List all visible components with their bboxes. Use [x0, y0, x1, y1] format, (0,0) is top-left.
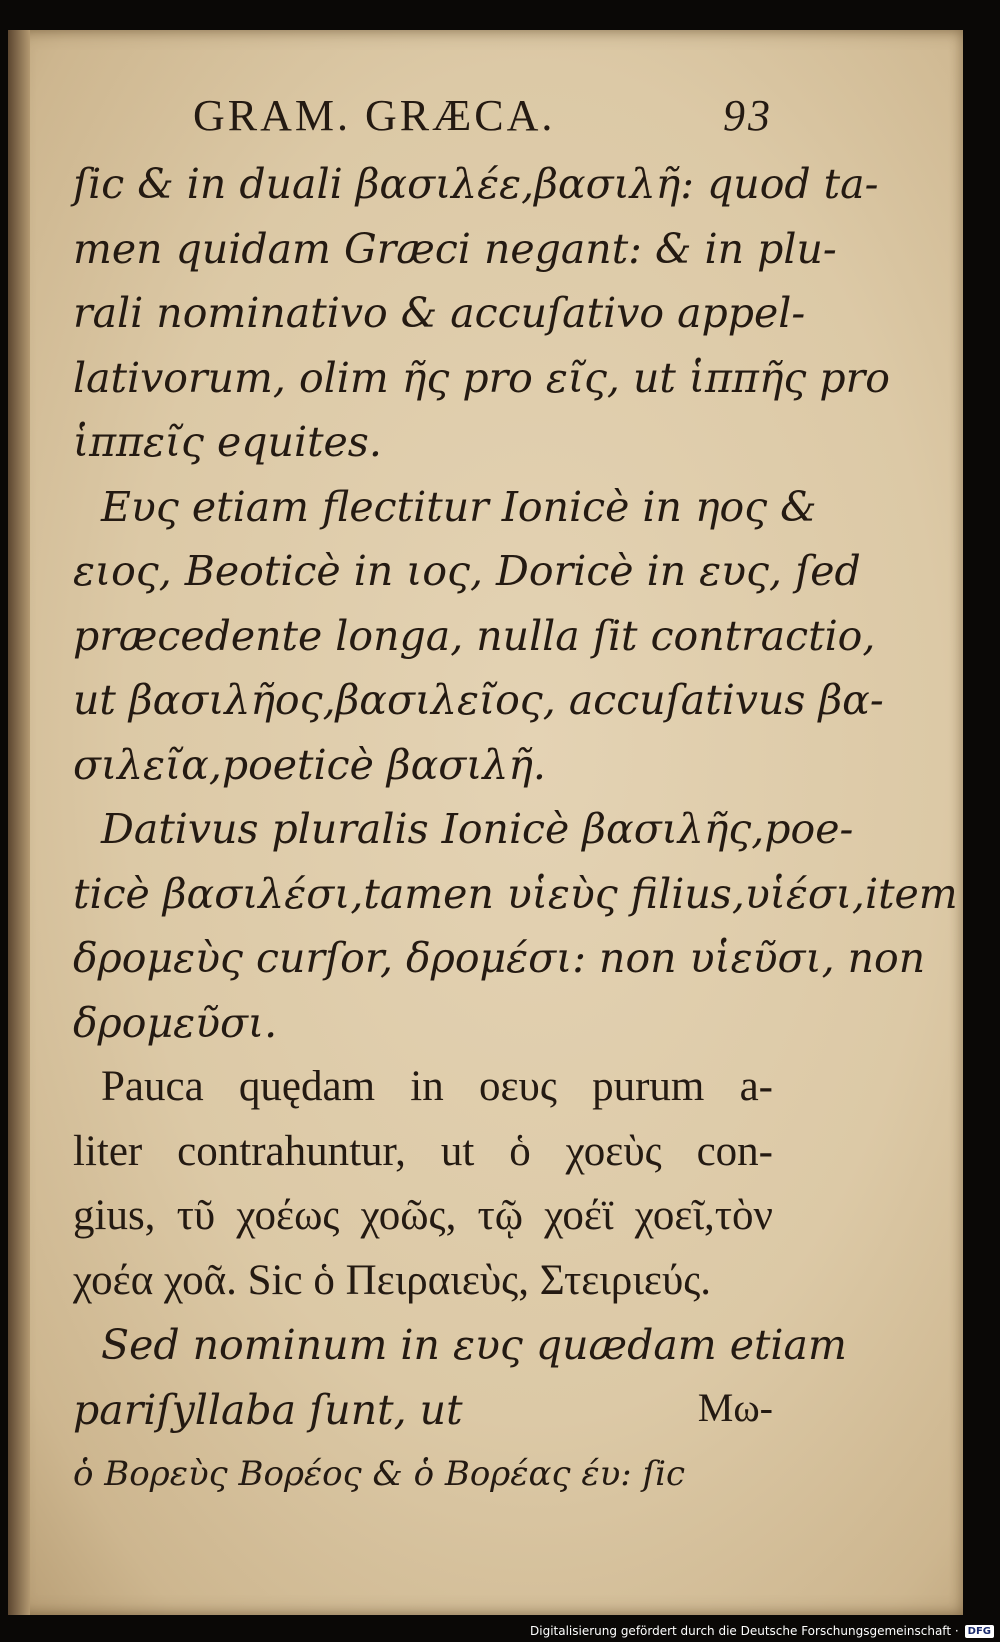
text-line: lativorum, olim ῆς pro εῖς, ut ἱππῆς pro — [73, 353, 890, 402]
text-line: χοέα χοᾶ. Sic ὁ Πειραιεὺς, Στειριεύς. — [73, 1256, 712, 1304]
text-line: δρομεὺς curſor, δρομέσι: non υἱεῦσι, non — [73, 934, 926, 982]
digitization-credit — [530, 1624, 994, 1638]
text-line: Sed nominum in ευς quædam etiam — [101, 1321, 847, 1369]
running-title: GRAM. GRÆCA. — [193, 91, 556, 140]
text-line: σιλεῖα,poeticè βασιλῆ. — [73, 740, 546, 789]
text-line: ſic & in duali βασιλέε,βασιλῆ: quod ta- — [73, 160, 879, 208]
credit-text: Digitalisierung gefördert durch die Deutsche Forschungsgemeinschaft · — [530, 1624, 959, 1638]
text-line: Dativus pluralis Ionicè βασιλῆς,poe- — [101, 805, 854, 853]
text-line: ut βασιλῆος,βασιλεῖος, accuſativus βα- — [73, 676, 884, 724]
dfg-logo: DFG — [965, 1625, 994, 1638]
catchword: Μω- — [697, 1385, 773, 1430]
running-header — [73, 90, 773, 152]
text-line: liter contrahuntur, ut ὁ χοεὺς con- — [73, 1127, 773, 1175]
text-line: præcedente longa, nulla ſit contractio, — [73, 611, 876, 660]
text-line: ticè βασιλέσι,tamen υἱεὺς filius,υἱέσι,item — [73, 869, 958, 918]
text-line: men quidam Græci negant: & in plu- — [73, 224, 837, 273]
page-gutter — [8, 30, 30, 1615]
text-line: Ευς etiam flectitur Ionicè in ηος & — [101, 482, 817, 531]
text-line: pariſyllaba ſunt, ut — [73, 1385, 463, 1434]
text-line: rali nominativo & accuſativo appel- — [73, 289, 806, 337]
text-line: ἱππεῖς equites. — [73, 418, 382, 466]
text-line: gius, τῦ χοέως χοῶς, τῷ χοέϊ χοεῖ,τὸν — [73, 1192, 773, 1239]
text-line: ειος, Beoticè in ιος, Doricè in ευς, ſed — [73, 547, 861, 595]
book-page — [8, 30, 963, 1615]
text-line: Pauca quędam in οευς purum a- — [101, 1063, 773, 1110]
page-number: 93 — [723, 91, 773, 140]
text-line: δρομεῦσι. — [73, 998, 278, 1047]
text-line: ὁ Βορεὺς Βορέος & ὁ Βορέας έυ: ſic — [73, 1454, 686, 1494]
page-text-block — [73, 90, 958, 1507]
